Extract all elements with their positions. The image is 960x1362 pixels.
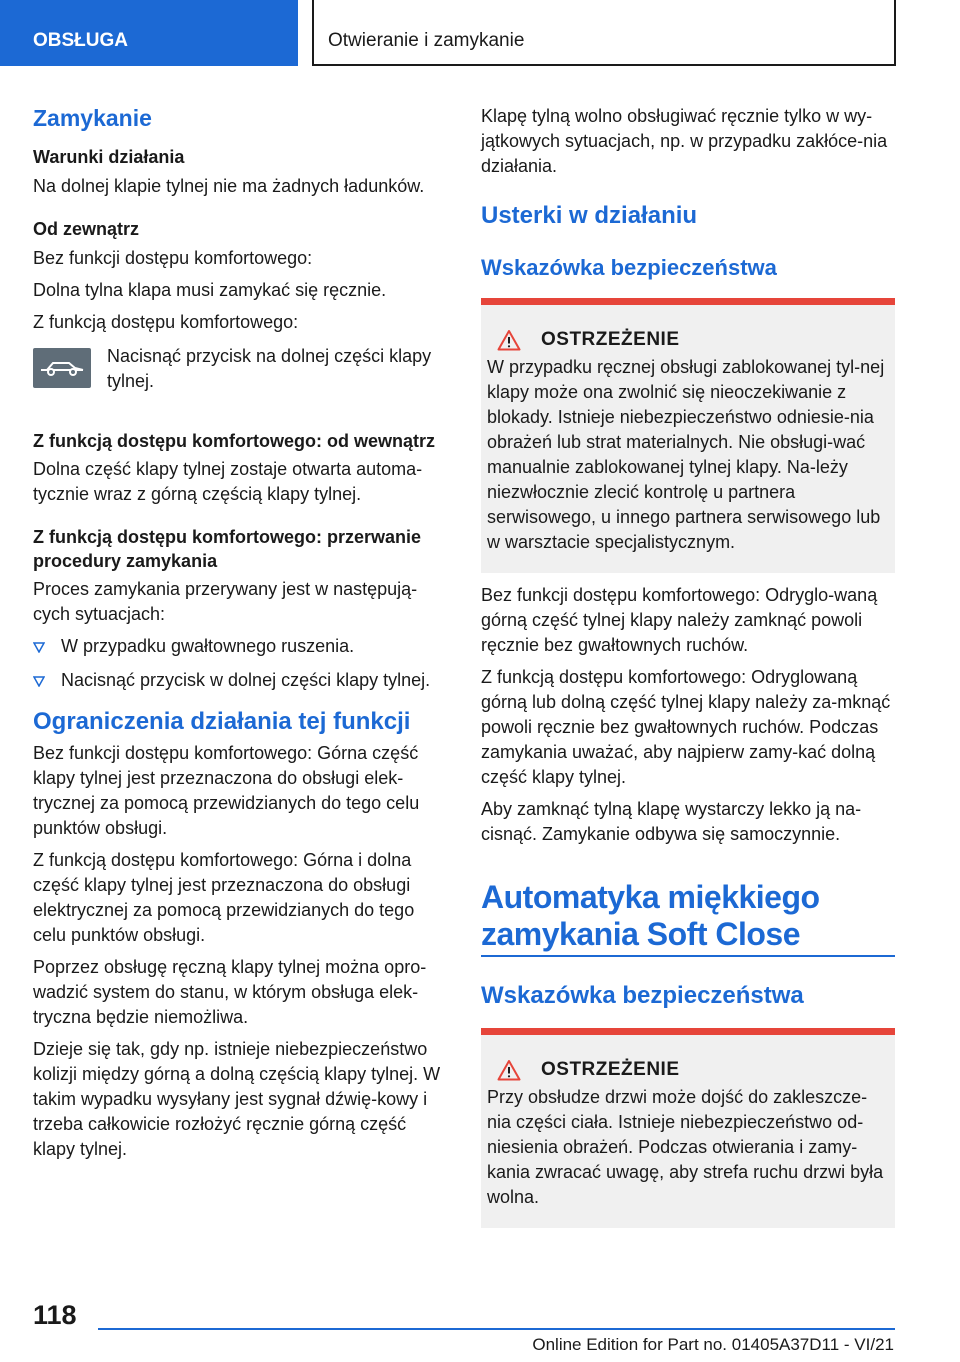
warning-header bbox=[487, 1059, 887, 1081]
list-item: Nacisnąć przycisk w dolnej części klapy tylnej. bbox=[33, 668, 449, 693]
list-item: W przypadku gwałtownego ruszenia. bbox=[33, 634, 449, 659]
warning-triangle-icon bbox=[497, 329, 521, 351]
left-column bbox=[33, 98, 449, 1162]
para-ogr2: Z funkcją dostępu komfortowego: Górna i dolna część klapy tylnej jest przeznaczona do obsługi elektrycznej za pomocą przewidzianych do tego celu punktów obsługi. bbox=[33, 850, 415, 945]
section-rule bbox=[481, 955, 895, 957]
warning-text: W przypadku ręcznej obsługi zablokowanej tyl-nej klapy może ona zwolnić się nieoczekiwanie z blokady. Istnieje niebezpieczeństwo odniesie-nia obrażeń lub strat materialnych. Nie obsługi-wać manualnie zablokowanej tylnej klapy. Na-leży niezwłocznie zlecić kontrolę u partnera serwisowego, u innego partnera serwisowego lub w warsztacie specjalistycznym. bbox=[487, 357, 885, 552]
page-header bbox=[0, 0, 960, 66]
heading-ograniczenia: Ograniczenia działania tej funkcji bbox=[33, 708, 411, 735]
para-ogr4: Dzieje się tak, gdy np. istnieje niebezpieczeństwo kolizji między górną a dolną częścią klapy tylnej. W takim wypadku wysyłany jest sygnał dźwię-kowy i trzeba całkowicie rozłożyć ręcznie górną część klapy tylnej. bbox=[33, 1039, 441, 1159]
heading-przerwanie: Z funkcją dostępu komfortowego: przerwanie procedury zamykania bbox=[33, 527, 422, 571]
para-icon: Nacisnąć przycisk na dolnej części klapy tylnej. bbox=[107, 346, 432, 391]
chapter-tab[interactable]: Otwieranie i zamykanie bbox=[312, 0, 896, 66]
para-proces: Proces zamykania przerywany jest w następują-cych sytuacjach: bbox=[33, 579, 418, 624]
warning-header bbox=[487, 329, 887, 351]
heading-usterki: Usterki w działaniu bbox=[481, 202, 698, 229]
warning-title: OSTRZEŻENIE bbox=[541, 329, 680, 350]
footer-rule bbox=[98, 1328, 895, 1330]
heading-automatyka: Automatyka miękkiego zamykania Soft Close bbox=[481, 879, 820, 952]
warning-title: OSTRZEŻENIE bbox=[541, 1059, 680, 1080]
triangle-bullet-icon bbox=[33, 668, 61, 693]
right-column bbox=[481, 98, 895, 1228]
para-wewnatrz: Dolna część klapy tylnej zostaje otwarta automa-tycznie wraz z górną częścią klapy tylnej. bbox=[33, 459, 423, 504]
para-ogr3: Poprzez obsługę ręczną klapy tylnej można opro-wadzić system do stanu, w którym obsługa elek-tryczna będzie niemożliwa. bbox=[33, 957, 427, 1027]
heading-zamykanie: Zamykanie bbox=[33, 105, 152, 131]
para-r1: Bez funkcji dostępu komfortowego: Odryglo-waną górną część tylnej klapy należy zamknąć powoli ręcznie bez gwałtownych ruchów. bbox=[481, 585, 878, 655]
icon-instruction bbox=[33, 344, 449, 394]
para-r2: Z funkcją dostępu komfortowego: Odryglowaną górną lub dolną część tylnej klapy należy za-mknąć powoli ręcznie bez gwałtownych ruchów. Podczas zamykania uważać, aby najpierw zamy-kać dolną część klapy tylnej. bbox=[481, 667, 891, 787]
para-intro: Klapę tylną wolno obsługiwać ręcznie tylko w wy-jątkowych sytuacjach, np. w przypadku zakłóce-nia działania. bbox=[481, 106, 888, 176]
heading-zewnatrz: Od zewnątrz bbox=[33, 219, 140, 239]
edition-text: Online Edition for Part no. 01405A37D11 - VI/21 bbox=[532, 1335, 894, 1354]
bullet-list bbox=[33, 634, 449, 693]
heading-wskazowka-2: Wskazówka bezpieczeństwa bbox=[481, 982, 804, 1009]
warning-box-1 bbox=[481, 298, 895, 573]
page-number: 118 bbox=[33, 1300, 77, 1330]
heading-warunki: Warunki działania bbox=[33, 147, 185, 167]
warning-triangle-icon bbox=[497, 1059, 521, 1081]
para-r3: Aby zamknąć tylną klapę wystarczy lekko ją na-cisnąć. Zamykanie odbywa się samoczynnie. bbox=[481, 799, 862, 844]
warning-box-2 bbox=[481, 1028, 895, 1228]
para-dolna: Dolna tylna klapa musi zamykać się ręcznie. bbox=[33, 280, 387, 300]
tailgate-button-icon bbox=[33, 348, 91, 388]
heading-wewnatrz: Z funkcją dostępu komfortowego: od wewnątrz bbox=[33, 431, 436, 451]
para-warunki: Na dolnej klapie tylnej nie ma żadnych ładunków. bbox=[33, 176, 425, 196]
section-tab[interactable]: OBSŁUGA bbox=[0, 0, 298, 66]
heading-wskazowka-1: Wskazówka bezpieczeństwa bbox=[481, 255, 777, 280]
triangle-bullet-icon bbox=[33, 634, 61, 659]
para-z: Z funkcją dostępu komfortowego: bbox=[33, 312, 299, 332]
para-bez: Bez funkcji dostępu komfortowego: bbox=[33, 248, 313, 268]
warning-text: Przy obsłudze drzwi może dojść do zakleszcze-nia części ciała. Istnieje niebezpieczeństwo od-niesienia obrażeń. Podczas otwierania i zamy-kania zwracać uwagę, aby strefa ruchu drzwi była wolna. bbox=[487, 1087, 884, 1207]
para-ogr1: Bez funkcji dostępu komfortowego: Górna część klapy tylnej jest przeznaczona do obsługi elek-trycznej za pomocą przewidzianych do tego celu punktów obsługi. bbox=[33, 743, 420, 838]
